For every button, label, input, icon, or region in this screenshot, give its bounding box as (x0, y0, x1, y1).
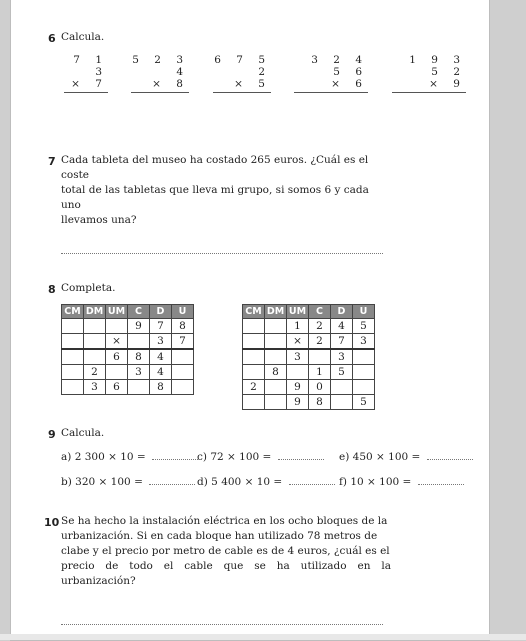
digit-cell[interactable]: 6 (106, 349, 128, 365)
column-header: UM (287, 305, 309, 319)
digit-cell[interactable]: 2 (243, 380, 265, 395)
exercise-9-title: Calcula. (61, 427, 105, 439)
digit-cell[interactable] (128, 334, 150, 350)
digit-cell[interactable] (265, 395, 287, 410)
answer-line[interactable] (61, 624, 383, 625)
digit-cell[interactable]: 8 (309, 395, 331, 410)
text-line: llevamos una? (61, 214, 137, 226)
digit-cell[interactable] (331, 380, 353, 395)
multiplicand: 5 2 3 4 (132, 54, 189, 78)
digit-cell[interactable] (172, 349, 194, 365)
exercise-9-number: 9 (48, 428, 56, 441)
digit-cell[interactable]: 3 (331, 349, 353, 365)
digit-cell[interactable] (353, 349, 375, 365)
text-line: total de las tabletas que lleva mi grupo, si somos 6 y cada uno (61, 184, 369, 211)
digit-cell[interactable]: 8 (128, 349, 150, 365)
multiplicand: 7 1 3 (73, 54, 108, 78)
item-label: c) (197, 451, 207, 463)
multiplier: × 7 (64, 78, 108, 93)
calc-item-c (197, 451, 324, 463)
digit-cell[interactable]: 0 (309, 380, 331, 395)
digit-cell[interactable] (128, 380, 150, 395)
digit-cell[interactable] (243, 334, 265, 350)
digit-cell[interactable]: 1 (287, 319, 309, 334)
table-row (243, 395, 375, 410)
item-label: b) (61, 476, 72, 488)
digit-cell[interactable]: 4 (150, 365, 172, 380)
answer-line[interactable] (61, 253, 383, 254)
table-row (243, 349, 375, 365)
digit-cell[interactable]: 2 (84, 365, 106, 380)
digit-cell[interactable]: 3 (84, 380, 106, 395)
column-header: DM (265, 305, 287, 319)
digit-cell[interactable]: 3 (287, 349, 309, 365)
exercise-7-number: 7 (48, 155, 56, 168)
calc-item-f (339, 476, 464, 488)
column-header: CM (62, 305, 84, 319)
digit-cell[interactable]: 2 (309, 319, 331, 334)
item-label: f) (339, 476, 347, 488)
item-label: e) (339, 451, 350, 463)
table-row (243, 334, 375, 350)
digit-cell[interactable]: 4 (331, 319, 353, 334)
column-header: D (331, 305, 353, 319)
column-header: U (353, 305, 375, 319)
digit-cell[interactable] (353, 380, 375, 395)
digit-cell[interactable] (106, 319, 128, 334)
digit-cell[interactable] (243, 349, 265, 365)
digit-cell[interactable]: 3 (353, 334, 375, 350)
table-row (243, 380, 375, 395)
digit-cell[interactable] (265, 319, 287, 334)
digit-cell[interactable]: 2 (309, 334, 331, 350)
digit-cell[interactable]: 8 (172, 319, 194, 334)
answer-blank[interactable] (278, 459, 324, 460)
digit-cell[interactable]: 3 (150, 334, 172, 350)
digit-cell[interactable] (106, 365, 128, 380)
digit-cell[interactable] (265, 334, 287, 350)
digit-cell[interactable] (243, 365, 265, 380)
multiplicand: 3 2 4 5 6 (311, 54, 368, 78)
text-line: Cada tableta del museo ha costado 265 euros. ¿Cuál es el coste (61, 154, 369, 181)
digit-cell[interactable] (84, 334, 106, 350)
digit-cell[interactable] (243, 319, 265, 334)
digit-cell[interactable] (243, 395, 265, 410)
exercise-6-number: 6 (48, 32, 56, 45)
digit-cell[interactable]: 5 (353, 395, 375, 410)
text-line: clabe y el precio por metro de cable es de 4 euros, ¿cuál es el (61, 545, 390, 557)
multiplier: × 9 (392, 78, 466, 93)
digit-cell[interactable]: 5 (353, 319, 375, 334)
digit-cell[interactable]: 9 (287, 380, 309, 395)
place-value-table-1 (61, 304, 194, 395)
digit-cell[interactable]: 4 (150, 349, 172, 365)
text-line: precio de todo el cable que se ha utilizado en la urbanización? (61, 560, 391, 587)
digit-cell[interactable]: × (287, 334, 309, 350)
digit-cell[interactable] (265, 380, 287, 395)
calc-item-e (339, 451, 473, 463)
table-row (62, 349, 194, 365)
column-header: CM (243, 305, 265, 319)
item-expression: 2 300 × 10 = (74, 451, 146, 463)
digit-cell[interactable] (353, 365, 375, 380)
digit-cell[interactable]: 5 (331, 365, 353, 380)
digit-cell[interactable]: × (106, 334, 128, 350)
calc-item-a (61, 451, 198, 463)
multiplicand: 1 9 3 5 2 (409, 54, 466, 78)
digit-cell[interactable] (84, 319, 106, 334)
digit-cell[interactable]: 3 (128, 365, 150, 380)
column-header: UM (106, 305, 128, 319)
column-header: C (128, 305, 150, 319)
digit-cell[interactable] (62, 319, 84, 334)
item-expression: 10 × 100 = (350, 476, 412, 488)
multiplication-3 (213, 54, 271, 93)
multiplication-4 (294, 54, 368, 93)
digit-cell[interactable]: 7 (172, 334, 194, 350)
answer-blank[interactable] (149, 484, 195, 485)
digit-cell[interactable] (287, 365, 309, 380)
digit-cell[interactable]: 6 (106, 380, 128, 395)
digit-cell[interactable]: 9 (287, 395, 309, 410)
item-expression: 72 × 100 = (210, 451, 272, 463)
multiplier: × 6 (294, 78, 368, 93)
table-row (243, 365, 375, 380)
digit-cell[interactable] (331, 395, 353, 410)
digit-cell[interactable] (172, 365, 194, 380)
table-row (243, 319, 375, 334)
column-header: D (150, 305, 172, 319)
multiplication-5 (392, 54, 466, 93)
exercise-7-text (61, 153, 391, 228)
place-value-table-2 (242, 304, 375, 410)
digit-cell[interactable] (62, 334, 84, 350)
exercise-10-number: 10 (44, 516, 60, 529)
text-line: urbanización. Si en cada bloque han utilizado 78 metros de (61, 530, 378, 542)
multiplier: × 5 (213, 78, 271, 93)
table-header-row (62, 305, 194, 319)
table-row (62, 334, 194, 350)
digit-cell[interactable]: 8 (150, 380, 172, 395)
table-row (62, 365, 194, 380)
item-expression: 320 × 100 = (75, 476, 143, 488)
multiplicand: 6 7 5 2 (214, 54, 271, 78)
digit-cell[interactable] (309, 349, 331, 365)
answer-blank[interactable] (427, 459, 473, 460)
digit-cell[interactable]: 8 (265, 365, 287, 380)
column-header: U (172, 305, 194, 319)
answer-blank[interactable] (152, 459, 198, 460)
digit-cell[interactable] (265, 349, 287, 365)
column-header: DM (84, 305, 106, 319)
multiplication-1 (64, 54, 108, 93)
item-expression: 5 400 × 10 = (211, 476, 283, 488)
exercise-8-title: Completa. (61, 282, 116, 294)
item-expression: 450 × 100 = (352, 451, 421, 463)
answer-blank[interactable] (418, 484, 464, 485)
digit-cell[interactable]: 7 (150, 319, 172, 334)
text-line: Se ha hecho la instalación eléctrica en los ocho bloques de la (61, 515, 388, 527)
table-header-row (243, 305, 375, 319)
calc-item-b (61, 476, 195, 488)
item-label: a) (61, 451, 72, 463)
multiplier: × 8 (131, 78, 189, 93)
table-row (62, 380, 194, 395)
column-header: C (309, 305, 331, 319)
item-label: d) (197, 476, 208, 488)
digit-cell[interactable] (84, 349, 106, 365)
exercise-8-number: 8 (48, 283, 56, 296)
digit-cell[interactable]: 1 (309, 365, 331, 380)
multiplication-2 (131, 54, 189, 93)
page-bottom-edge (0, 634, 526, 640)
digit-cell[interactable] (62, 365, 84, 380)
digit-cell[interactable] (62, 349, 84, 365)
digit-cell[interactable]: 9 (128, 319, 150, 334)
table-row (62, 319, 194, 334)
digit-cell[interactable] (172, 380, 194, 395)
answer-blank[interactable] (289, 484, 335, 485)
calc-item-d (197, 476, 335, 488)
exercise-6-title: Calcula. (61, 31, 105, 43)
digit-cell[interactable]: 7 (331, 334, 353, 350)
digit-cell[interactable] (62, 380, 84, 395)
exercise-10-text (61, 514, 391, 589)
